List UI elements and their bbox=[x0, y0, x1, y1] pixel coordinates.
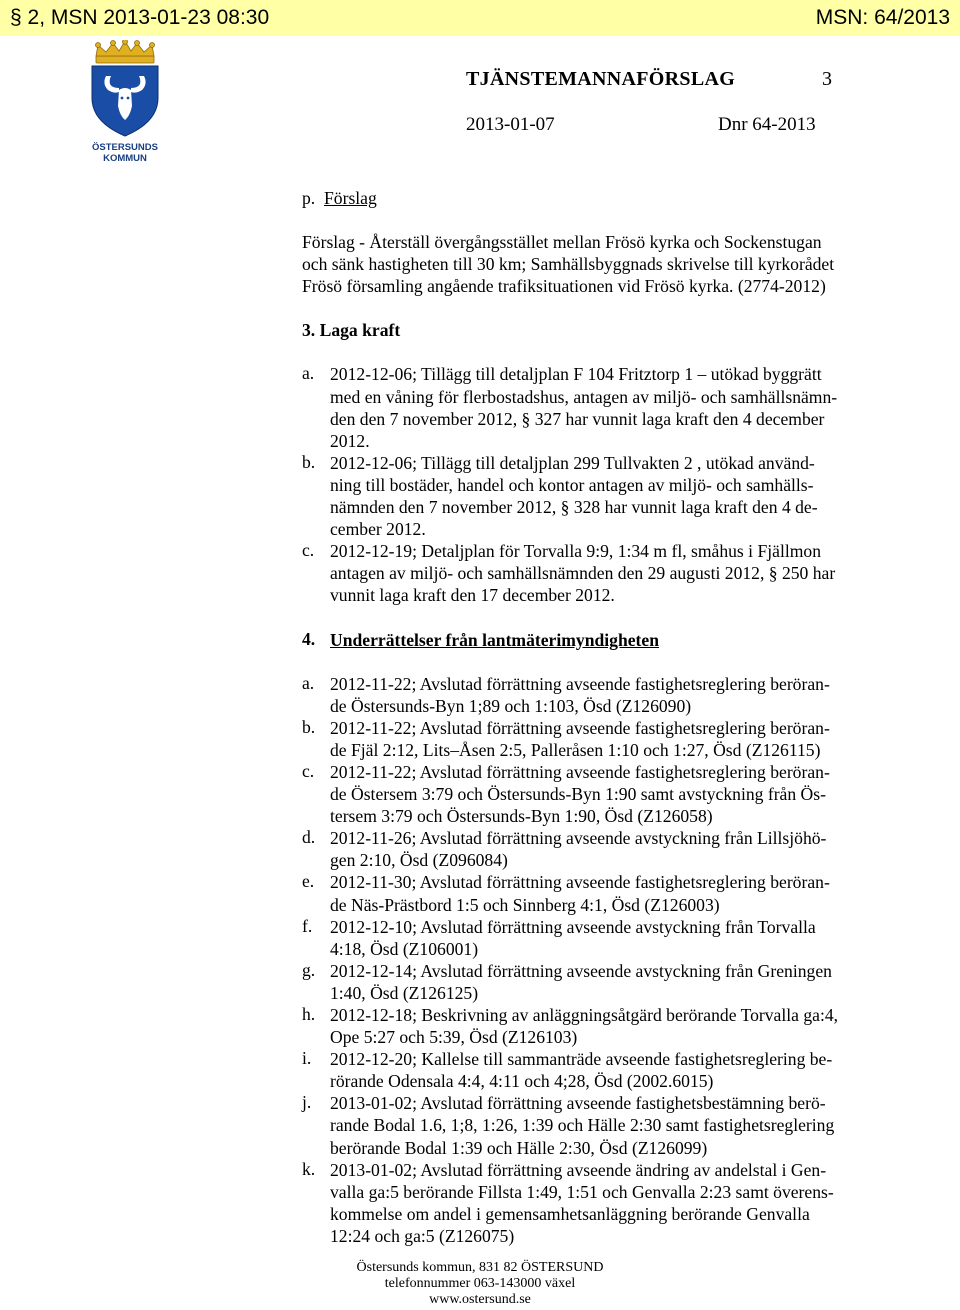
text-line: 2012-12-06; Tillägg till detaljplan F 104 Fritztorp 1 – utökad byggrätt bbox=[330, 364, 822, 385]
page-number: 3 bbox=[822, 68, 832, 90]
list-item bbox=[302, 871, 892, 915]
list-item bbox=[302, 540, 892, 606]
item-label: a. bbox=[302, 363, 315, 384]
municipality-logo bbox=[86, 40, 164, 164]
p-section-title: Förslag bbox=[324, 188, 377, 208]
list-item bbox=[302, 1092, 892, 1158]
item-label: a. bbox=[302, 672, 315, 693]
text-line: 2012-11-22; Avslutad förrättning avseende fastighetsreglering beröran- bbox=[330, 717, 830, 738]
text-line: 2012-12-19; Detaljplan för Torvalla 9:9, 1:34 m fl, småhus i Fjällmon bbox=[330, 541, 822, 562]
section-4-title: Underrättelser från lantmäterimyndigheten bbox=[330, 629, 660, 650]
meeting-banner bbox=[0, 0, 960, 36]
section-4-heading bbox=[302, 629, 892, 651]
item-label: b. bbox=[302, 451, 316, 472]
list-item bbox=[302, 916, 892, 960]
logo-text-line1: ÖSTERSUNDS bbox=[92, 142, 158, 153]
item-label: g. bbox=[302, 959, 316, 980]
section-4-number: 4. bbox=[302, 628, 316, 649]
item-label: f. bbox=[302, 915, 313, 936]
text-line: gen 2:10, Ösd (Z096084) bbox=[330, 850, 508, 871]
item-label: j. bbox=[302, 1092, 312, 1113]
text-line: 2013-01-02; Avslutad förrättning avseende ändring av andelstal i Gen- bbox=[330, 1159, 827, 1180]
page-footer bbox=[0, 1260, 960, 1308]
text-line: 2012-12-14; Avslutad förrättning avseende avstyckning från Greningen bbox=[330, 960, 832, 981]
text-line: 1:40, Ösd (Z126125) bbox=[330, 982, 479, 1003]
text-line: 2012-11-30; Avslutad förrättning avseende fastighetsreglering beröran- bbox=[330, 872, 830, 893]
list-item bbox=[302, 1004, 892, 1048]
text-line: 2012-12-10; Avslutad förrättning avseende avstyckning från Torvalla bbox=[330, 916, 816, 937]
text-line: de Fjäl 2:12, Lits–Åsen 2:5, Palleråsen 1:10 och 1:27, Ösd (Z126115) bbox=[330, 739, 821, 760]
text-line: rörande Odensala 4:4, 4:11 och 4;28, Ösd (2002.6015) bbox=[330, 1071, 714, 1092]
text-line: tersem 3:79 och Östersunds-Byn 1:90, Ösd (Z126058) bbox=[330, 806, 713, 827]
item-label: e. bbox=[302, 871, 315, 892]
section-3-heading: 3. Laga kraft bbox=[302, 320, 401, 341]
banner-paragraph-ref: § 2, MSN 2013-01-23 08:30 bbox=[10, 6, 270, 29]
text-line: 2013-01-02; Avslutad förrättning avseende fastighetsbestämning berö- bbox=[330, 1093, 826, 1114]
text-line: 2012-12-18; Beskrivning av anläggningsåtgärd berörande Torvalla ga:4, bbox=[330, 1005, 839, 1025]
p-section-label: p. bbox=[302, 188, 316, 208]
document-type-title: TJÄNSTEMANNAFÖRSLAG bbox=[466, 68, 736, 90]
text-line: rande Bodal 1.6, 1;8, 1:26, 1:39 och Hälle 2:30 samt fastighetsreglering bbox=[330, 1115, 835, 1136]
list-item bbox=[302, 363, 892, 451]
item-label: c. bbox=[302, 760, 315, 781]
text-line: kommelse om andel i gemensamhetsanläggning berörande Genvalla bbox=[330, 1203, 810, 1224]
registration-number: Dnr 64-2013 bbox=[718, 114, 816, 135]
item-label: c. bbox=[302, 540, 315, 561]
text-line: 4:18, Ösd (Z106001) bbox=[330, 938, 479, 959]
text-line: den den 7 november 2012, § 327 har vunnit laga kraft den 4 december bbox=[330, 408, 825, 429]
text-line: valla ga:5 berörande Fillsta 1:49, 1:51 och Genvalla 2:23 samt överens- bbox=[330, 1181, 834, 1202]
text-line: antagen av miljö- och samhällsnämnden den 29 augusti 2012, § 250 har bbox=[330, 563, 836, 584]
p-section-text bbox=[302, 231, 892, 297]
text-line: 2012-11-26; Avslutad förrättning avseende avstyckning från Lillsjöhö- bbox=[330, 828, 827, 849]
text-line: 2012-12-20; Kallelse till sammanträde avseende fastighetsreglering be- bbox=[330, 1049, 833, 1070]
crown-icon bbox=[96, 40, 155, 63]
logo-text-line2: KOMMUN bbox=[103, 153, 147, 164]
text-line: Frösö församling angående trafiksituationen vid Frösö kyrka. (2774-2012) bbox=[302, 276, 826, 297]
list-item bbox=[302, 827, 892, 871]
list-item bbox=[302, 1048, 892, 1092]
banner-document-number: MSN: 64/2013 bbox=[815, 6, 950, 29]
text-line: ning till bostäder, handel och kontor antagen av miljö- och samhälls- bbox=[330, 474, 814, 495]
text-line: med en våning för flerbostadshus, antagen av miljö- och samhällsnämn- bbox=[330, 386, 838, 407]
footer-phone: telefonnummer 063-143000 växel bbox=[384, 1276, 576, 1291]
footer-address: Östersunds kommun, 831 82 ÖSTERSUND bbox=[356, 1260, 604, 1275]
text-line: 2012-12-06; Tillägg till detaljplan 299 Tullvakten 2 , utökad använd- bbox=[330, 452, 815, 473]
item-label: h. bbox=[302, 1004, 316, 1024]
list-item bbox=[302, 717, 892, 761]
text-line: nämnden den 7 november 2012, § 328 har vunnit laga kraft den 4 de- bbox=[330, 497, 818, 518]
text-line: 2012. bbox=[330, 430, 370, 451]
text-line: vunnit laga kraft den 17 december 2012. bbox=[330, 585, 615, 606]
list-item bbox=[302, 673, 892, 717]
text-line: cember 2012. bbox=[330, 519, 426, 540]
text-line: Förslag - Återställ övergångsstället mellan Frösö kyrka och Sockenstugan bbox=[302, 232, 822, 253]
p-section-heading bbox=[302, 187, 892, 209]
item-label: d. bbox=[302, 827, 316, 848]
text-line: och sänk hastigheten till 30 km; Samhällsbyggnads skrivelse till kyrkorådet bbox=[302, 254, 835, 275]
text-line: berörande Bodal 1:39 och Hälle 2:30, Ösd (Z126099) bbox=[330, 1137, 708, 1158]
item-label: b. bbox=[302, 716, 316, 737]
list-item bbox=[302, 960, 892, 1004]
list-item bbox=[302, 761, 892, 827]
item-label: i. bbox=[302, 1048, 312, 1069]
document-date: 2013-01-07 bbox=[466, 114, 555, 135]
text-line: de Näs-Prästbord 1:5 och Sinnberg 4:1, Ösd (Z126003) bbox=[330, 894, 720, 915]
list-item bbox=[302, 452, 892, 540]
document-body bbox=[302, 187, 892, 1247]
list-item bbox=[302, 1159, 892, 1247]
footer-website: www.ostersund.se bbox=[429, 1292, 531, 1307]
text-line: 12:24 och ga:5 (Z126075) bbox=[330, 1225, 515, 1246]
text-line: 2012-11-22; Avslutad förrättning avseende fastighetsreglering beröran- bbox=[330, 761, 830, 782]
text-line: de Östersunds-Byn 1;89 och 1:103, Ösd (Z126090) bbox=[330, 695, 692, 716]
item-label: k. bbox=[302, 1158, 316, 1179]
text-line: 2012-11-22; Avslutad förrättning avseende fastighetsreglering beröran- bbox=[330, 673, 830, 694]
text-line: Ope 5:27 och 5:39, Ösd (Z126103) bbox=[330, 1027, 578, 1048]
text-line: de Östersem 3:79 och Östersunds-Byn 1:90 samt avstyckning från Ös- bbox=[330, 784, 826, 805]
